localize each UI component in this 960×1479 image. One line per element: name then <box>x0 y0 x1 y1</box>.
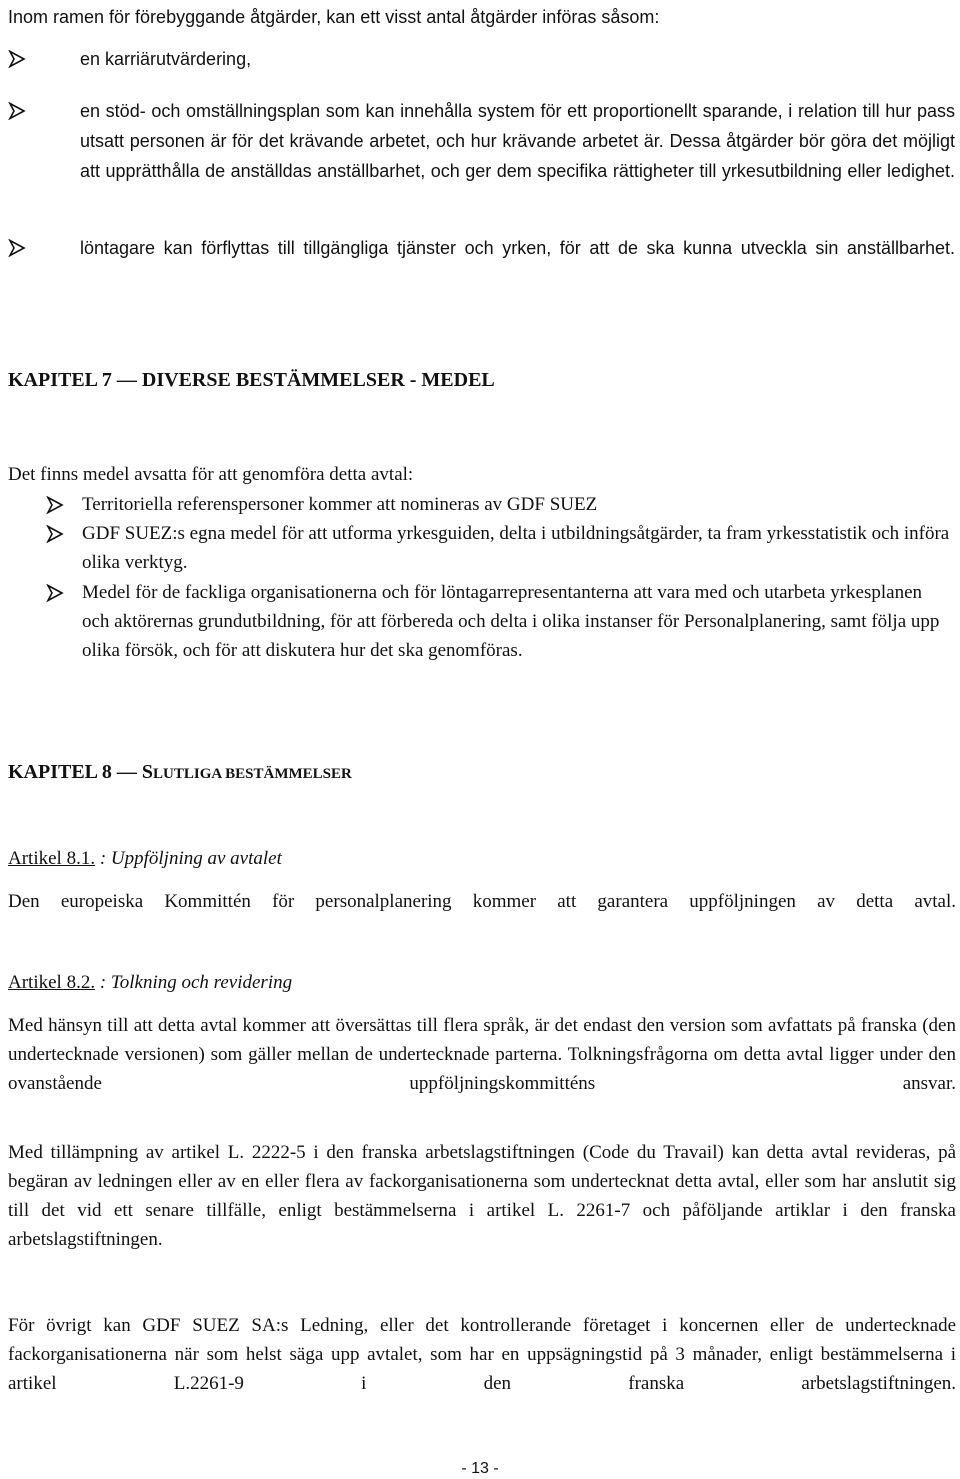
arrow-bullet-icon <box>46 584 64 602</box>
closing-paragraph: För övrigt kan GDF SUEZ SA:s Ledning, eller det kontrollerande företaget i koncernen eller de undertecknade fackorganisationerna när som helst säga upp avtalet, som har en uppsägningstid på 3 månader, enligt bestämmelserna i artikel L.2261-9 i den franska arbetslagstiftningen. <box>8 1315 956 1394</box>
page-number: - 13 - <box>461 1460 499 1477</box>
chapter7-bullet-union-means: Medel för de fackliga organisationerna och för löntagarrepresentanterna att vara med och utarbeta yrkesplanen och aktörernas grundutbildning, för att förbereda och delta i olika instanser för Personalplanering, samt följa upp olika försök, och för att diskutera hur det ska genomföras. <box>82 582 940 661</box>
article-8-2-para1: Med hänsyn till att detta avtal kommer att översättas till flera språk, är det endast den version som avfattats på franska (den undertecknade versionen) som gäller mellan de undertecknade parterna. Tolkningsfrågorna om detta avtal ligger under den ovanstående uppföljningskommitténs ansvar. <box>8 1015 956 1094</box>
article-8-2-sep: : <box>95 972 111 993</box>
intro-paragraph: Inom ramen för förebyggande åtgärder, kan ett visst antal åtgärder införas såsom: <box>8 7 660 27</box>
arrow-bullet-icon <box>46 525 64 543</box>
bullet-item-support-plan: en stöd- och omställningsplan som kan innehålla system för ett proportionellt sparande, i relation till hur pass utsatt personen är för det krävande arbetet, och hur krävande arbetet är. Dessa åtgärder bör göra det möjligt att upprätthålla de anställdas anställbarhet, och ger dem specifika rättigheter till yrkesutbildning eller ledighet. <box>80 101 955 181</box>
chapter7-bullet-own-means: GDF SUEZ:s egna medel för att utforma yrkesguiden, delta i utbildningsåtgärder, ta fram yrkesstatistik och införa olika verktyg. <box>82 523 950 573</box>
chapter7-bullet-referents: Territoriella referenspersoner kommer att nomineras av GDF SUEZ <box>82 494 598 515</box>
arrow-bullet-icon <box>8 102 26 120</box>
arrow-bullet-icon <box>8 239 26 257</box>
bullet-item-career: en karriärutvärdering, <box>80 49 252 69</box>
article-8-2-heading <box>8 969 292 997</box>
article-8-2-para2: Med tillämpning av artikel L. 2222-5 i den franska arbetslagstiftningen (Code du Travail) kan detta avtal revideras, på begäran av ledningen eller av en eller flera av fackorganisationerna som undertecknat detta avtal, eller som har anslutit sig till det vid ett senare tillfälle, enligt bestämmelserna i artikel L. 2261-7 och påföljande artiklar i den franska arbetslagstiftningen. <box>8 1142 956 1250</box>
article-8-2-label: Artikel 8.2. <box>8 972 96 993</box>
chapter7-heading: KAPITEL 7 — DIVERSE BESTÄMMELSER - MEDEL <box>8 369 495 391</box>
chapter8-heading: KAPITEL 8 — SLUTLIGA BESTÄMMELSER <box>8 761 352 783</box>
chapter7-lead: Det finns medel avsatta för att genomföra detta avtal: <box>8 464 414 485</box>
arrow-bullet-icon <box>8 50 26 68</box>
arrow-bullet-icon <box>46 496 64 514</box>
article-8-2-title: Tolkning och revidering <box>110 972 293 993</box>
article-8-1-label: Artikel 8.1. <box>8 848 96 869</box>
article-8-1-heading <box>8 845 282 873</box>
article-8-1-sep: : <box>95 848 111 869</box>
article-8-1-text: Den europeiska Kommittén för personalplanering kommer att garantera uppföljningen av detta avtal. <box>8 891 956 912</box>
article-8-1-title: Uppföljning av avtalet <box>110 848 282 869</box>
bullet-item-transfer: löntagare kan förflyttas till tillgängliga tjänster och yrken, för att de ska kunna utveckla sin anställbarhet. <box>80 238 955 258</box>
